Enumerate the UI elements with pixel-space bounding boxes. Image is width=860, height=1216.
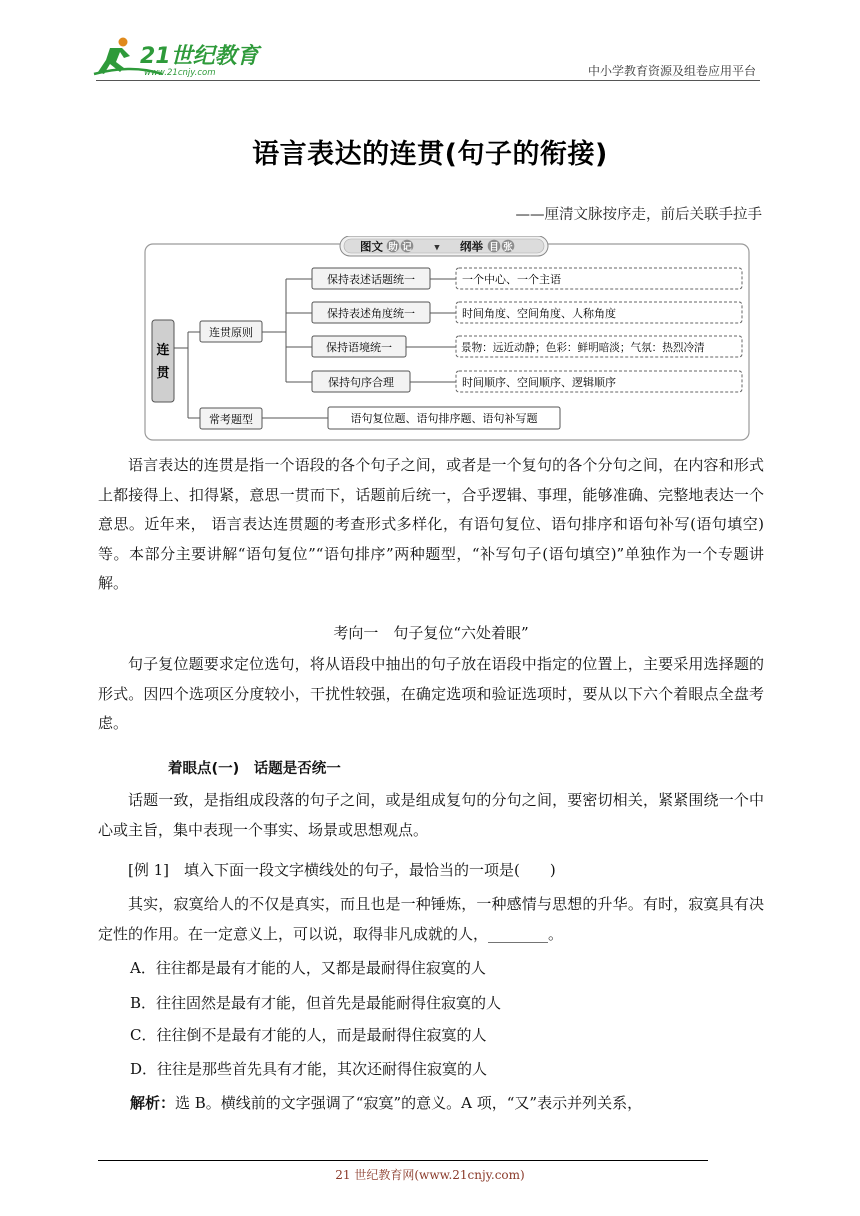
- header-divider: [96, 80, 760, 81]
- principle-angle-node: [312, 302, 430, 323]
- svg-text:助: 助: [388, 242, 398, 253]
- svg-text:保持语境统一: 保持语境统一: [326, 341, 392, 354]
- intro-paragraph: 语言表达的连贯是指一个语段的各个句子之间，或者是一个复句的各个分句之间，在内容和形式上都接得上、扣得紧，意思一贯而下，话题前后统一，合乎逻辑、事理，能够准确、完整地表达一个意思。近年来， 语言表达连贯题的考查形式多样化，有语句复位、语句排序和语句补写(语句填空)等。本部分主要讲解“语句复位”“语句排序”两种题型，“补写句子(语句填空)”单独作为一个专题讲解。: [98, 456, 764, 592]
- svg-text:目: 目: [489, 242, 499, 253]
- svg-text:记: 记: [402, 242, 412, 253]
- concept-diagram: [144, 236, 750, 442]
- svg-text:保持表述角度统一: 保持表述角度统一: [327, 307, 415, 320]
- principle-order-node: [312, 371, 410, 392]
- option-c: C．往往倒不是最有才能的人，而是最耐得住寂寞的人: [130, 1026, 487, 1044]
- svg-text:保持表述话题统一: 保持表述话题统一: [327, 273, 415, 286]
- svg-text:保持句序合理: 保持句序合理: [328, 376, 394, 389]
- principle-context-node: [312, 336, 406, 357]
- page-subtitle: ——厘清文脉按序走，前后关联手拉手: [515, 207, 762, 223]
- svg-text:www.21cnjy.com: www.21cnjy.com: [144, 68, 216, 78]
- analysis-label: 解析：: [130, 1094, 176, 1112]
- footer-text: 21 世纪教育网(www.21cnjy.com): [335, 1168, 525, 1182]
- example-passage: 其实，寂寞给人的不仅是真实，而且也是一种锤炼，一种感情与思想的升华。有时，寂寞具有决定性的作用。在一定意义上，可以说，取得非凡成就的人，________。: [98, 895, 764, 943]
- section-heading: 考向一 句子复位“六处着眼”: [333, 624, 529, 642]
- svg-text:▼: ▼: [434, 243, 440, 252]
- principle-topic-desc: 一个中心、一个主语: [462, 273, 561, 286]
- principle-context-desc: 景物：远近动静；色彩：鲜明暗淡；气氛：热烈冷清: [461, 342, 705, 354]
- svg-text:连贯原则: 连贯原则: [209, 326, 253, 339]
- svg-text:张: 张: [503, 242, 513, 253]
- svg-text:21世纪教育: 21世纪教育: [140, 44, 259, 69]
- page-title: 语言表达的连贯(句子的衔接): [252, 139, 608, 170]
- svg-text:常考题型: 常考题型: [209, 413, 253, 426]
- principle-node: [200, 321, 262, 342]
- point-paragraph: 话题一致，是指组成段落的句子之间，或是组成复句的分句之间，要密切相关，紧紧围绕一个中心或主旨，集中表现一个事实、场景或思想观点。: [98, 791, 764, 839]
- footer-divider: [98, 1160, 708, 1161]
- point-heading: 着眼点(一) 话题是否统一: [168, 761, 341, 777]
- diagram-banner: [340, 236, 548, 256]
- option-d: D．往往是那些首先具有才能，其次还耐得住寂寞的人: [130, 1060, 488, 1078]
- section-intro-paragraph: 句子复位题要求定位选句，将从语段中抽出的句子放在语段中指定的位置上，主要采用选择题的形式。因四个选项区分度较小，干扰性较强，在确定选项和验证选项时，要从以下六个着眼点全盘考虑。: [98, 655, 764, 732]
- svg-text:纲举: 纲举: [460, 239, 483, 254]
- platform-name: 中小学教育资源及组卷应用平台: [587, 64, 756, 78]
- option-b: B．往往固然是最有才能，但首先是最能耐得住寂寞的人: [130, 994, 502, 1012]
- principle-topic-node: [312, 268, 430, 289]
- site-logo: [92, 34, 262, 80]
- example-prompt: [例 1] 填入下面一段文字横线处的句子，最恰当的一项是( ): [128, 861, 556, 879]
- option-a: A．往往都是最有才能的人，又都是最耐得住寂寞的人: [130, 959, 486, 977]
- principle-order-desc: 时间顺序、空间顺序、逻辑顺序: [462, 376, 616, 389]
- svg-text:语句复位题、语句排序题、语句补写题: 语句复位题、语句排序题、语句补写题: [350, 412, 538, 425]
- analysis-text: 选 B。横线前的文字强调了“寂寞”的意义。A 项，“又”表示并列关系，: [175, 1094, 643, 1112]
- principle-angle-desc: 时间角度、空间角度、人称角度: [462, 307, 616, 320]
- root-node: [152, 320, 174, 402]
- svg-text:连: 连: [156, 343, 170, 358]
- types-desc-node: [328, 407, 560, 429]
- svg-text:贯: 贯: [156, 366, 170, 381]
- analysis-line: [130, 1089, 766, 1119]
- types-node: [200, 408, 262, 429]
- svg-text:图文: 图文: [360, 239, 383, 254]
